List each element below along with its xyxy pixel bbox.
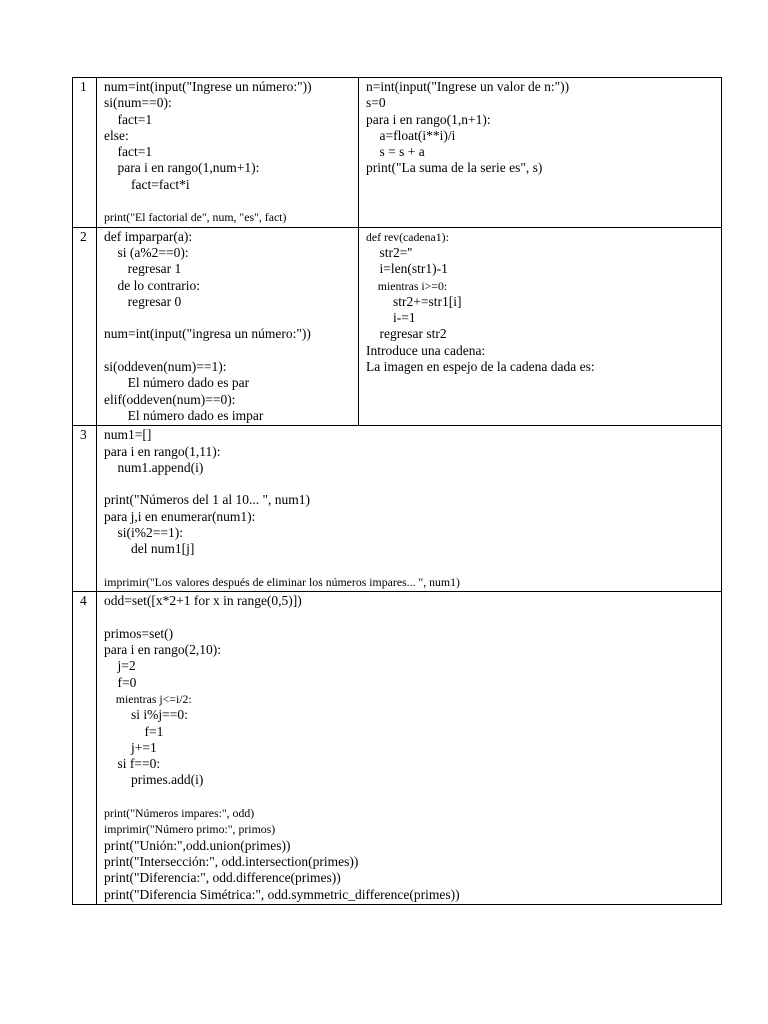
code-table	[72, 77, 722, 905]
row-number: 3	[73, 426, 97, 592]
code-line: print("Números impares:", odd)	[104, 806, 255, 821]
code-line: si(oddeven(num)==1):	[104, 359, 227, 375]
code-line	[104, 343, 358, 359]
table-row-3	[73, 426, 722, 592]
code-line: j=2	[104, 658, 136, 674]
code-line: else:	[104, 127, 129, 143]
code-block-right	[359, 78, 722, 228]
code-line: i=len(str1)-1	[366, 261, 448, 277]
code-line: s = s + a	[366, 144, 425, 160]
code-line: s=0	[366, 95, 386, 111]
code-line: num=int(input("ingresa un número:"))	[104, 326, 311, 342]
row-number: 4	[73, 592, 97, 905]
code-line: def rev(cadena1):	[366, 229, 449, 244]
code-line: Introduce una cadena:	[366, 342, 486, 358]
code-line: regresar str2	[366, 326, 447, 342]
code-line: num1=[]	[104, 427, 152, 443]
code-line: num1.append(i)	[104, 459, 204, 475]
code-line: fact=1	[104, 111, 153, 127]
code-line	[104, 476, 721, 492]
code-line: print("Intersección:", odd.intersection(primes))	[104, 853, 359, 869]
code-line: print("La suma de la serie es", s)	[366, 160, 543, 176]
code-line: i-=1	[366, 310, 416, 326]
code-line: str2=''	[366, 244, 413, 260]
table-row-1	[73, 78, 722, 228]
code-line: del num1[j]	[104, 541, 195, 557]
code-line: mientras i>=0:	[366, 278, 448, 293]
code-line: si (a%2==0):	[104, 244, 189, 260]
code-line: para j,i en enumerar(num1):	[104, 508, 256, 524]
table-row-4	[73, 592, 722, 905]
code-line: def imparpar(a):	[104, 228, 193, 244]
code-line	[104, 310, 358, 326]
code-line: n=int(input("Ingrese un valor de n:"))	[366, 79, 570, 94]
code-line: odd=set([x*2+1 for x in range(0,5)])	[104, 593, 302, 609]
code-line: mientras j<=i/2:	[104, 691, 192, 706]
code-line: print("Diferencia:", odd.difference(primes))	[104, 870, 341, 886]
code-line: str2+=str1[i]	[366, 293, 462, 309]
code-line: num=int(input("Ingrese un número:"))	[104, 79, 312, 94]
code-line: print("Unión:",odd.union(primes))	[104, 837, 291, 853]
code-line: fact=fact*i	[104, 176, 190, 192]
code-line: si f==0:	[104, 756, 161, 772]
code-line: para i en rango(1,num+1):	[104, 160, 260, 176]
code-line: si(num==0):	[104, 95, 172, 111]
row-number: 1	[73, 78, 97, 228]
code-line: si(i%2==1):	[104, 525, 183, 541]
code-line	[104, 193, 358, 209]
code-block-full	[97, 592, 722, 905]
row-number: 2	[73, 227, 97, 426]
code-line: El número dado es par	[104, 375, 250, 391]
code-block-left	[97, 78, 359, 228]
code-line: a=float(i**i)/i	[366, 127, 456, 143]
code-line: La imagen en espejo de la cadena dada es:	[366, 359, 595, 375]
code-line: primes.add(i)	[104, 772, 204, 788]
code-block-full	[97, 426, 722, 592]
code-line: print("Números del 1 al 10... ", num1)	[104, 492, 310, 508]
code-line: j+=1	[104, 739, 157, 755]
code-line: para i en rango(2,10):	[104, 642, 221, 658]
code-line: f=0	[104, 674, 137, 690]
code-line	[104, 789, 721, 805]
code-block-left	[97, 227, 359, 426]
code-line: imprimir("Los valores después de eliminar los números impares... ", num1)	[104, 574, 460, 589]
code-line: para i en rango(1,11):	[104, 443, 221, 459]
code-line	[104, 558, 721, 574]
code-line: de lo contrario:	[104, 277, 200, 293]
table-row-2	[73, 227, 722, 426]
code-line: print("Diferencia Simétrica:", odd.symmetric_difference(primes))	[104, 886, 460, 902]
code-line: si i%j==0:	[104, 707, 188, 723]
code-line: para i en rango(1,n+1):	[366, 111, 491, 127]
code-line: primos=set()	[104, 625, 174, 641]
code-block-right	[359, 227, 722, 426]
code-line: elif(oddeven(num)==0):	[104, 391, 236, 407]
code-line: f=1	[104, 723, 164, 739]
code-line: regresar 1	[104, 261, 182, 277]
code-line	[104, 610, 721, 626]
code-line: El número dado es impar	[104, 407, 264, 423]
code-line: fact=1	[104, 144, 153, 160]
code-line: imprimir("Número primo:", primos)	[104, 822, 276, 837]
code-line: regresar 0	[104, 293, 182, 309]
code-line: print("El factorial de", num, "es", fact)	[104, 210, 287, 225]
